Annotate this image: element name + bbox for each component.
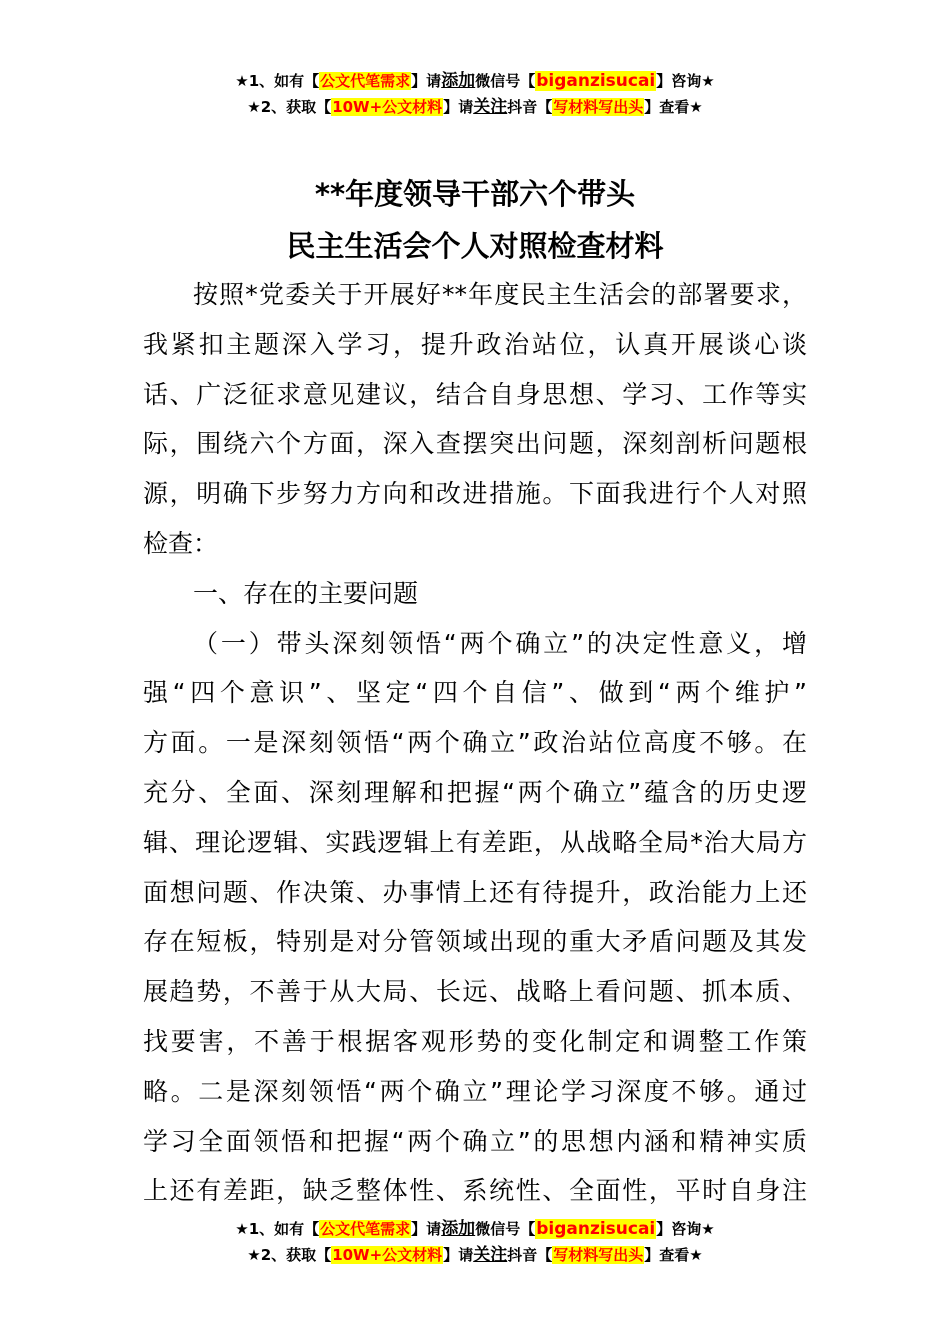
document-body <box>143 270 807 1216</box>
promo-highlight-wechat: biganzisucai <box>536 71 656 91</box>
promo-highlight-douyin: 写材料写出头 <box>553 98 644 116</box>
body-line: 展趋势，不善于从大局、长远、战略上看问题、抓本质、 <box>143 977 807 1007</box>
body-line: 方面。一是深刻领悟“两个确立”政治站位高度不够。在 <box>143 728 807 758</box>
promo-text: 】请 <box>411 1220 442 1238</box>
body-line: 源，明确下步努力方向和改进措施。下面我进行个人对照 <box>143 479 807 509</box>
promo-underline: 添加 <box>441 71 476 91</box>
body-line: 按照*党委关于开展好**年度民主生活会的部署要求， <box>193 280 807 309</box>
promo-text: 】咨询★ <box>656 1220 715 1238</box>
body-line: 话、广泛征求意见建议，结合自身思想、学习、工作等实 <box>143 379 807 409</box>
promo-text: 抖音【 <box>507 98 553 116</box>
body-line: 面想问题、作决策、办事情上还有待提升，政治能力上还 <box>143 877 807 907</box>
promo-text: ★1、如有【 <box>235 72 320 90</box>
promo-text: 抖音【 <box>507 1246 553 1264</box>
promo-underline: 关注 <box>473 97 508 117</box>
promo-text: ★1、如有【 <box>235 1220 320 1238</box>
promo-text: ★2、获取【 <box>247 98 332 116</box>
promo-text: ★2、获取【 <box>247 1246 332 1264</box>
promo-line-1 <box>0 68 950 94</box>
promo-line-2 <box>0 94 950 120</box>
promo-highlight: 公文代笔需求 <box>320 1220 411 1238</box>
promo-text: 】请 <box>443 98 474 116</box>
promo-banner-top <box>0 68 950 120</box>
promo-highlight: 10W+公文材料 <box>332 1246 443 1264</box>
promo-text: 】请 <box>411 72 442 90</box>
promo-text: 】查看★ <box>644 98 703 116</box>
body-line: 上还有差距，缺乏整体性、系统性、全面性，平时自身注 <box>143 1176 807 1206</box>
promo-text: 】咨询★ <box>656 72 715 90</box>
promo-text: 】请 <box>443 1246 474 1264</box>
promo-highlight: 10W+公文材料 <box>332 98 443 116</box>
promo-banner-bottom <box>0 1216 950 1268</box>
body-line: 检查： <box>143 528 219 558</box>
body-line: （一）带头深刻领悟“两个确立”的决定性意义，增 <box>193 628 807 658</box>
document-title-line-2: 民主生活会个人对照检查材料 <box>286 229 664 263</box>
promo-line-1 <box>0 1216 950 1242</box>
promo-underline: 关注 <box>473 1245 508 1265</box>
body-line: 存在短板，特别是对分管领域出现的重大矛盾问题及其发 <box>143 927 807 957</box>
body-line: 我紧扣主题深入学习，提升政治站位，认真开展谈心谈 <box>143 329 807 359</box>
body-line: 辑、理论逻辑、实践逻辑上有差距，从战略全局*治大局方 <box>143 827 807 857</box>
promo-text: 】查看★ <box>644 1246 703 1264</box>
promo-highlight-douyin: 写材料写出头 <box>553 1246 644 1264</box>
body-line: 找要害，不善于根据客观形势的变化制定和调整工作策 <box>143 1026 807 1056</box>
document-title-line-1: **年度领导干部六个带头 <box>314 177 636 211</box>
promo-text: 微信号【 <box>475 72 536 90</box>
body-line: 略。二是深刻领悟“两个确立”理论学习深度不够。通过 <box>143 1076 807 1106</box>
body-line: 充分、全面、深刻理解和把握“两个确立”蕴含的历史逻 <box>143 777 807 807</box>
body-line: 学习全面领悟和把握“两个确立”的思想内涵和精神实质 <box>143 1126 807 1156</box>
body-line: 强“四个意识”、坚定“四个自信”、做到“两个维护” <box>143 678 807 708</box>
body-line: 际，围绕六个方面，深入查摆突出问题，深刻剖析问题根 <box>143 429 807 459</box>
promo-highlight-wechat: biganzisucai <box>536 1219 656 1239</box>
section-heading: 一、存在的主要问题 <box>193 578 419 608</box>
promo-text: 微信号【 <box>475 1220 536 1238</box>
promo-underline: 添加 <box>441 1219 476 1239</box>
promo-line-2 <box>0 1242 950 1268</box>
promo-highlight: 公文代笔需求 <box>320 72 411 90</box>
